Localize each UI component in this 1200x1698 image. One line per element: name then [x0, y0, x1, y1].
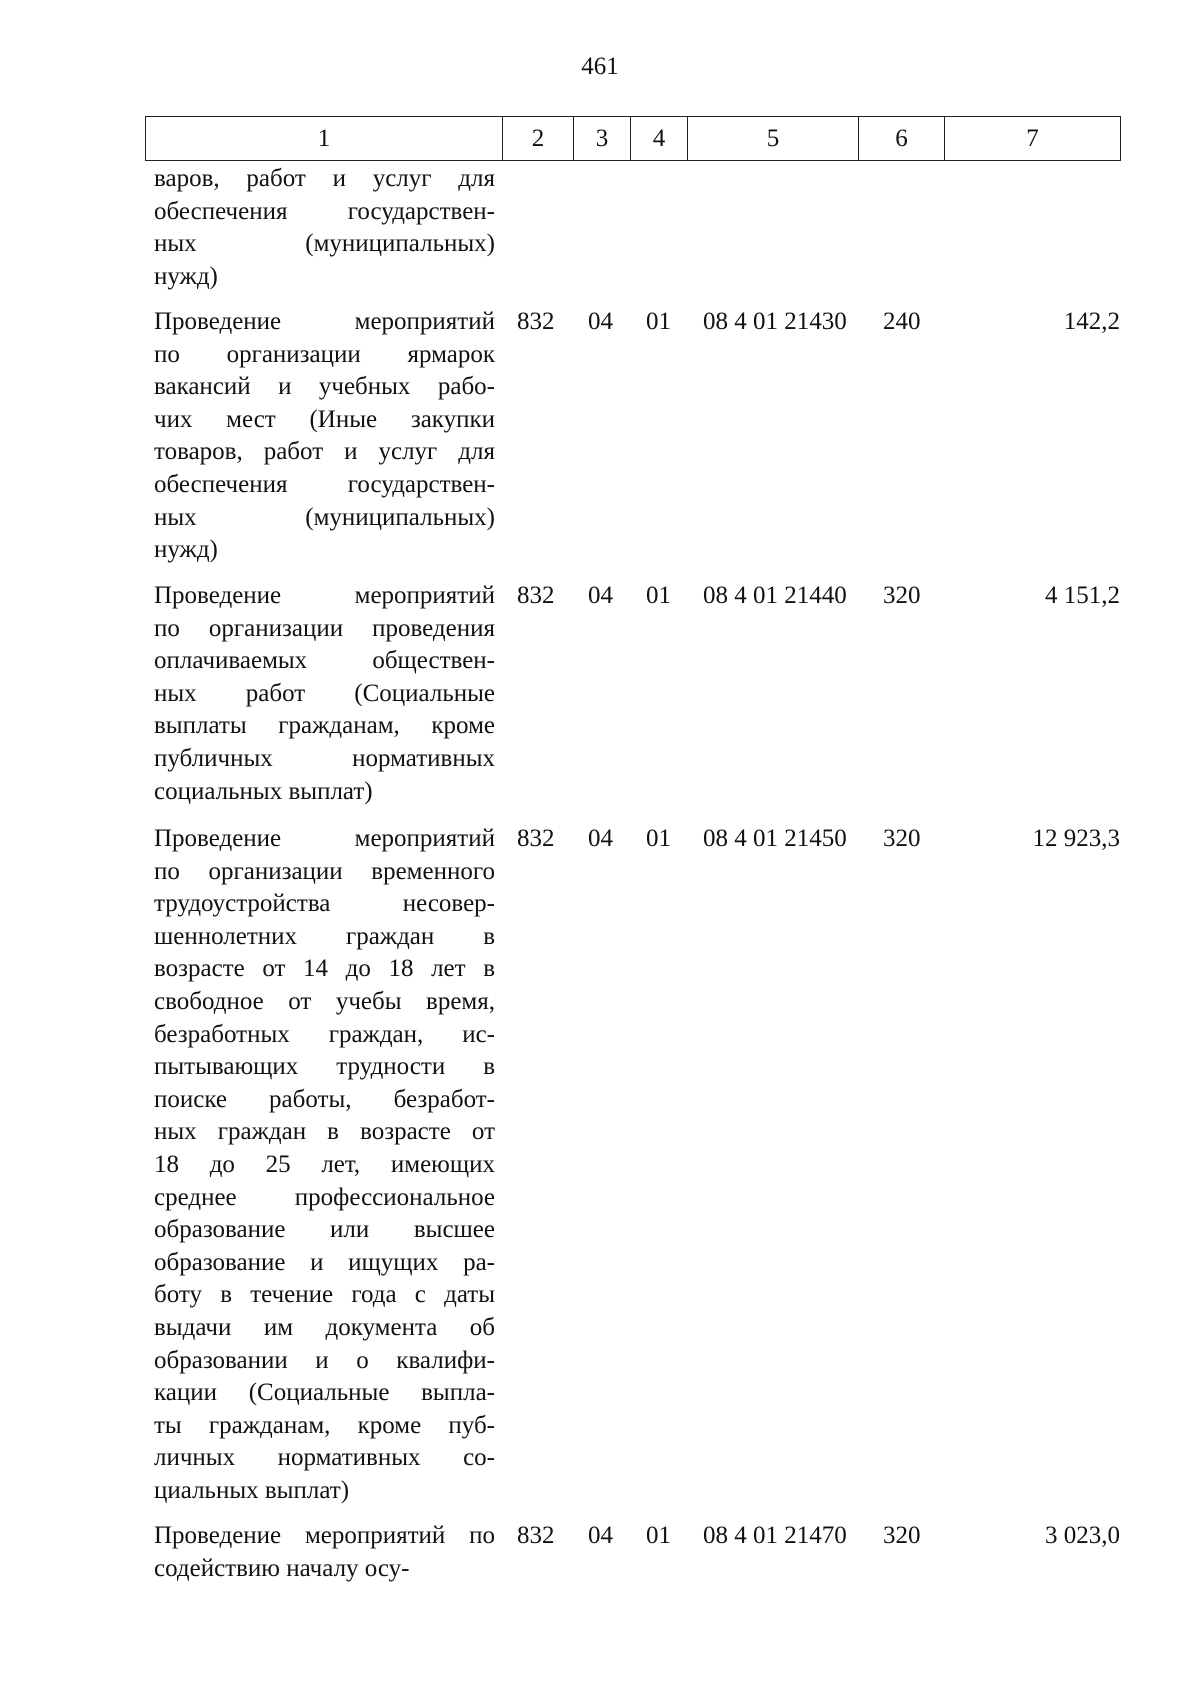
cell-c3: 04	[588, 308, 613, 335]
header-col-5: 5	[688, 117, 859, 161]
description-line: образование или высшее	[154, 1216, 495, 1244]
header-col-4: 4	[631, 117, 688, 161]
cell-c4: 01	[646, 308, 671, 335]
description-line: поиске работы, безработ-	[154, 1085, 495, 1113]
description-line: содействию началу осу-	[154, 1554, 410, 1582]
description-line: оплачиваемых обществен-	[154, 647, 495, 675]
cell-c4: 01	[646, 825, 671, 852]
cell-c2: 832	[517, 1522, 555, 1549]
cell-c3: 04	[588, 1522, 613, 1549]
description-line: образовании и о квалифи-	[154, 1346, 495, 1374]
description-line: ных работ (Социальные	[154, 679, 495, 707]
description-line: свободное от учебы время,	[154, 987, 495, 1015]
description-line: по организации проведения	[154, 614, 495, 642]
cell-c6: 320	[883, 825, 921, 852]
description-line: выплаты гражданам, кроме	[154, 712, 495, 740]
cell-c2: 832	[517, 825, 555, 852]
description-line: нужд)	[154, 536, 218, 564]
cell-c4: 01	[646, 582, 671, 609]
description-line: ных (муниципальных)	[154, 503, 495, 531]
description-line: трудоустройства несовер-	[154, 890, 495, 918]
header-col-3: 3	[574, 117, 631, 161]
cell-c5: 08 4 01 21470	[703, 1522, 847, 1549]
cell-c7: 4 151,2	[1045, 582, 1120, 609]
description-line: вакансий и учебных рабо-	[154, 373, 495, 401]
cell-c4: 01	[646, 1522, 671, 1549]
description-line: безработных граждан, ис-	[154, 1020, 495, 1048]
description-line: кации (Социальные выпла-	[154, 1379, 495, 1407]
row-description	[154, 823, 495, 1507]
description-line: ных (муниципальных)	[154, 230, 495, 258]
cell-c7: 3 023,0	[1045, 1522, 1120, 1549]
description-line: циальных выплат)	[154, 1476, 350, 1504]
cell-c6: 240	[883, 308, 921, 335]
description-line: нужд)	[154, 262, 218, 290]
description-line: обеспечения государствен-	[154, 470, 495, 498]
cell-c2: 832	[517, 308, 555, 335]
description-line: обеспечения государствен-	[154, 197, 495, 225]
header-col-2: 2	[503, 117, 574, 161]
row-description	[154, 1520, 495, 1585]
description-line: шеннолетних граждан в	[154, 922, 495, 950]
cell-c6: 320	[883, 1522, 921, 1549]
description-line: чих мест (Иные закупки	[154, 405, 495, 433]
description-line: Проведение мероприятий	[154, 308, 495, 335]
row-description	[154, 580, 495, 808]
description-line: пытывающих трудности в	[154, 1053, 495, 1081]
row-description	[154, 306, 495, 567]
cell-c3: 04	[588, 825, 613, 852]
description-line: 18 до 25 лет, имеющих	[154, 1150, 495, 1178]
description-line: среднее профессиональное	[154, 1183, 495, 1211]
cell-c7: 12 923,3	[1032, 825, 1120, 852]
description-line: ных граждан в возрасте от	[154, 1118, 495, 1146]
description-line: Проведение мероприятий	[154, 825, 495, 852]
description-line: ты гражданам, кроме пуб-	[154, 1411, 495, 1439]
header-col-6: 6	[859, 117, 945, 161]
header-col-7: 7	[945, 117, 1121, 161]
description-line: варов, работ и услуг для	[154, 165, 495, 192]
header-row	[146, 117, 1121, 161]
cell-c3: 04	[588, 582, 613, 609]
cell-c5: 08 4 01 21450	[703, 825, 847, 852]
cell-c2: 832	[517, 582, 555, 609]
cell-c7: 142,2	[1063, 308, 1120, 335]
row-description	[154, 163, 495, 293]
description-line: боту в течение года с даты	[154, 1281, 495, 1309]
description-line: образование и ищущих ра-	[154, 1248, 495, 1276]
description-line: Проведение мероприятий	[154, 582, 495, 609]
description-line: товаров, работ и услуг для	[154, 438, 495, 466]
page-number: 461	[581, 53, 619, 80]
description-line: Проведение мероприятий по	[154, 1522, 495, 1549]
description-line: социальных выплат)	[154, 777, 373, 805]
header-col-1: 1	[146, 117, 503, 161]
description-line: по организации ярмарок	[154, 340, 495, 368]
cell-c6: 320	[883, 582, 921, 609]
description-line: личных нормативных со-	[154, 1444, 495, 1472]
description-line: по организации временного	[154, 857, 495, 885]
cell-c5: 08 4 01 21430	[703, 308, 847, 335]
cell-c5: 08 4 01 21440	[703, 582, 847, 609]
description-line: публичных нормативных	[154, 744, 495, 772]
description-line: выдачи им документа об	[154, 1313, 495, 1341]
description-line: возрасте от 14 до 18 лет в	[154, 955, 495, 983]
table-header	[145, 116, 1121, 161]
